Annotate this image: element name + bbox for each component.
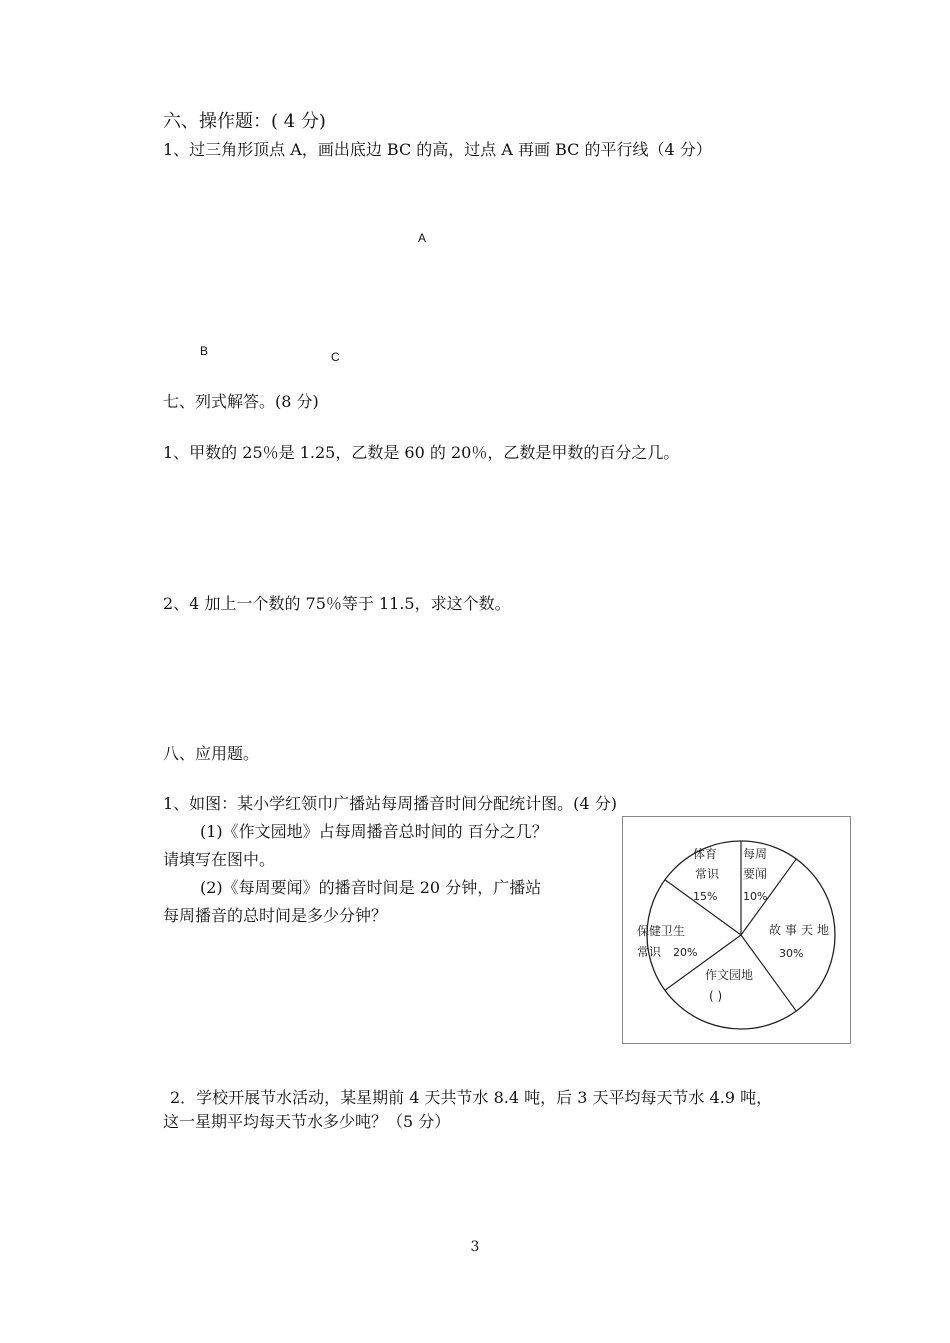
pie-label-stories: 故事天地 <box>769 923 834 937</box>
pie-value-stories: 30% <box>779 947 804 960</box>
section8-q1-sub2-line2: 每周播音的总时间是多少分钟？ <box>163 906 388 925</box>
pie-label-health-2: 常识 <box>637 945 662 959</box>
section8-question2-line1: 2．学校开展节水活动，某星期前 4 天共节水 8.4 吨，后 3 天平均每天节水 4.9 吨， <box>170 1088 773 1107</box>
section8-title: 八、应用题。 <box>163 744 260 763</box>
section8-question2-line2: 这一星期平均每天节水多少吨？（5 分） <box>163 1112 451 1131</box>
pie-label-weekly-news-1: 每周 <box>743 847 768 861</box>
page-number: 3 <box>470 1239 480 1255</box>
pie-value-weekly-news: 10% <box>743 890 768 903</box>
pie-value-sports: 15% <box>693 890 718 903</box>
pie-label-composition: 作文园地 <box>705 968 754 982</box>
triangle-vertex-b: B <box>200 344 209 358</box>
section8-q1-sub2-line1: (2)《每周要闻》的播音时间是 20 分钟，广播站 <box>200 878 542 897</box>
section7-question2: 2、4 加上一个数的 75％等于 11.5，求这个数。 <box>163 594 511 613</box>
pie-label-health: 保健卫生 <box>637 924 686 938</box>
section6-question1: 1、过三角形顶点 A，画出底边 BC 的高，过点 A 再画 BC 的平行线（4 分） <box>163 140 712 159</box>
section7-title: 七、列式解答。(8 分) <box>163 392 319 411</box>
section6-title: 六、操作题：( 4 分) <box>163 111 326 132</box>
section8-question1: 1、如图：某小学红领巾广播站每周播音时间分配统计图。(4 分) <box>163 794 617 813</box>
triangle-vertex-c: C <box>331 350 340 364</box>
triangle-vertex-a: A <box>418 231 427 245</box>
pie-value-health: 20% <box>673 946 698 959</box>
broadcast-pie-chart <box>622 816 851 1044</box>
section7-question1: 1、甲数的 25％是 1.25，乙数是 60 的 20％，乙数是甲数的百分之几。 <box>163 443 680 462</box>
pie-label-sports-2: 常识 <box>695 867 720 881</box>
pie-label-weekly-news-2: 要闻 <box>743 867 768 881</box>
pie-label-sports-1: 体育 <box>693 847 718 861</box>
section8-q1-sub1-line2: 请填写在图中。 <box>163 850 276 869</box>
pie-value-composition: ( ) <box>709 989 723 1003</box>
section8-q1-sub1-line1: (1)《作文园地》占每周播音总时间的 百分之几？ <box>200 822 548 841</box>
